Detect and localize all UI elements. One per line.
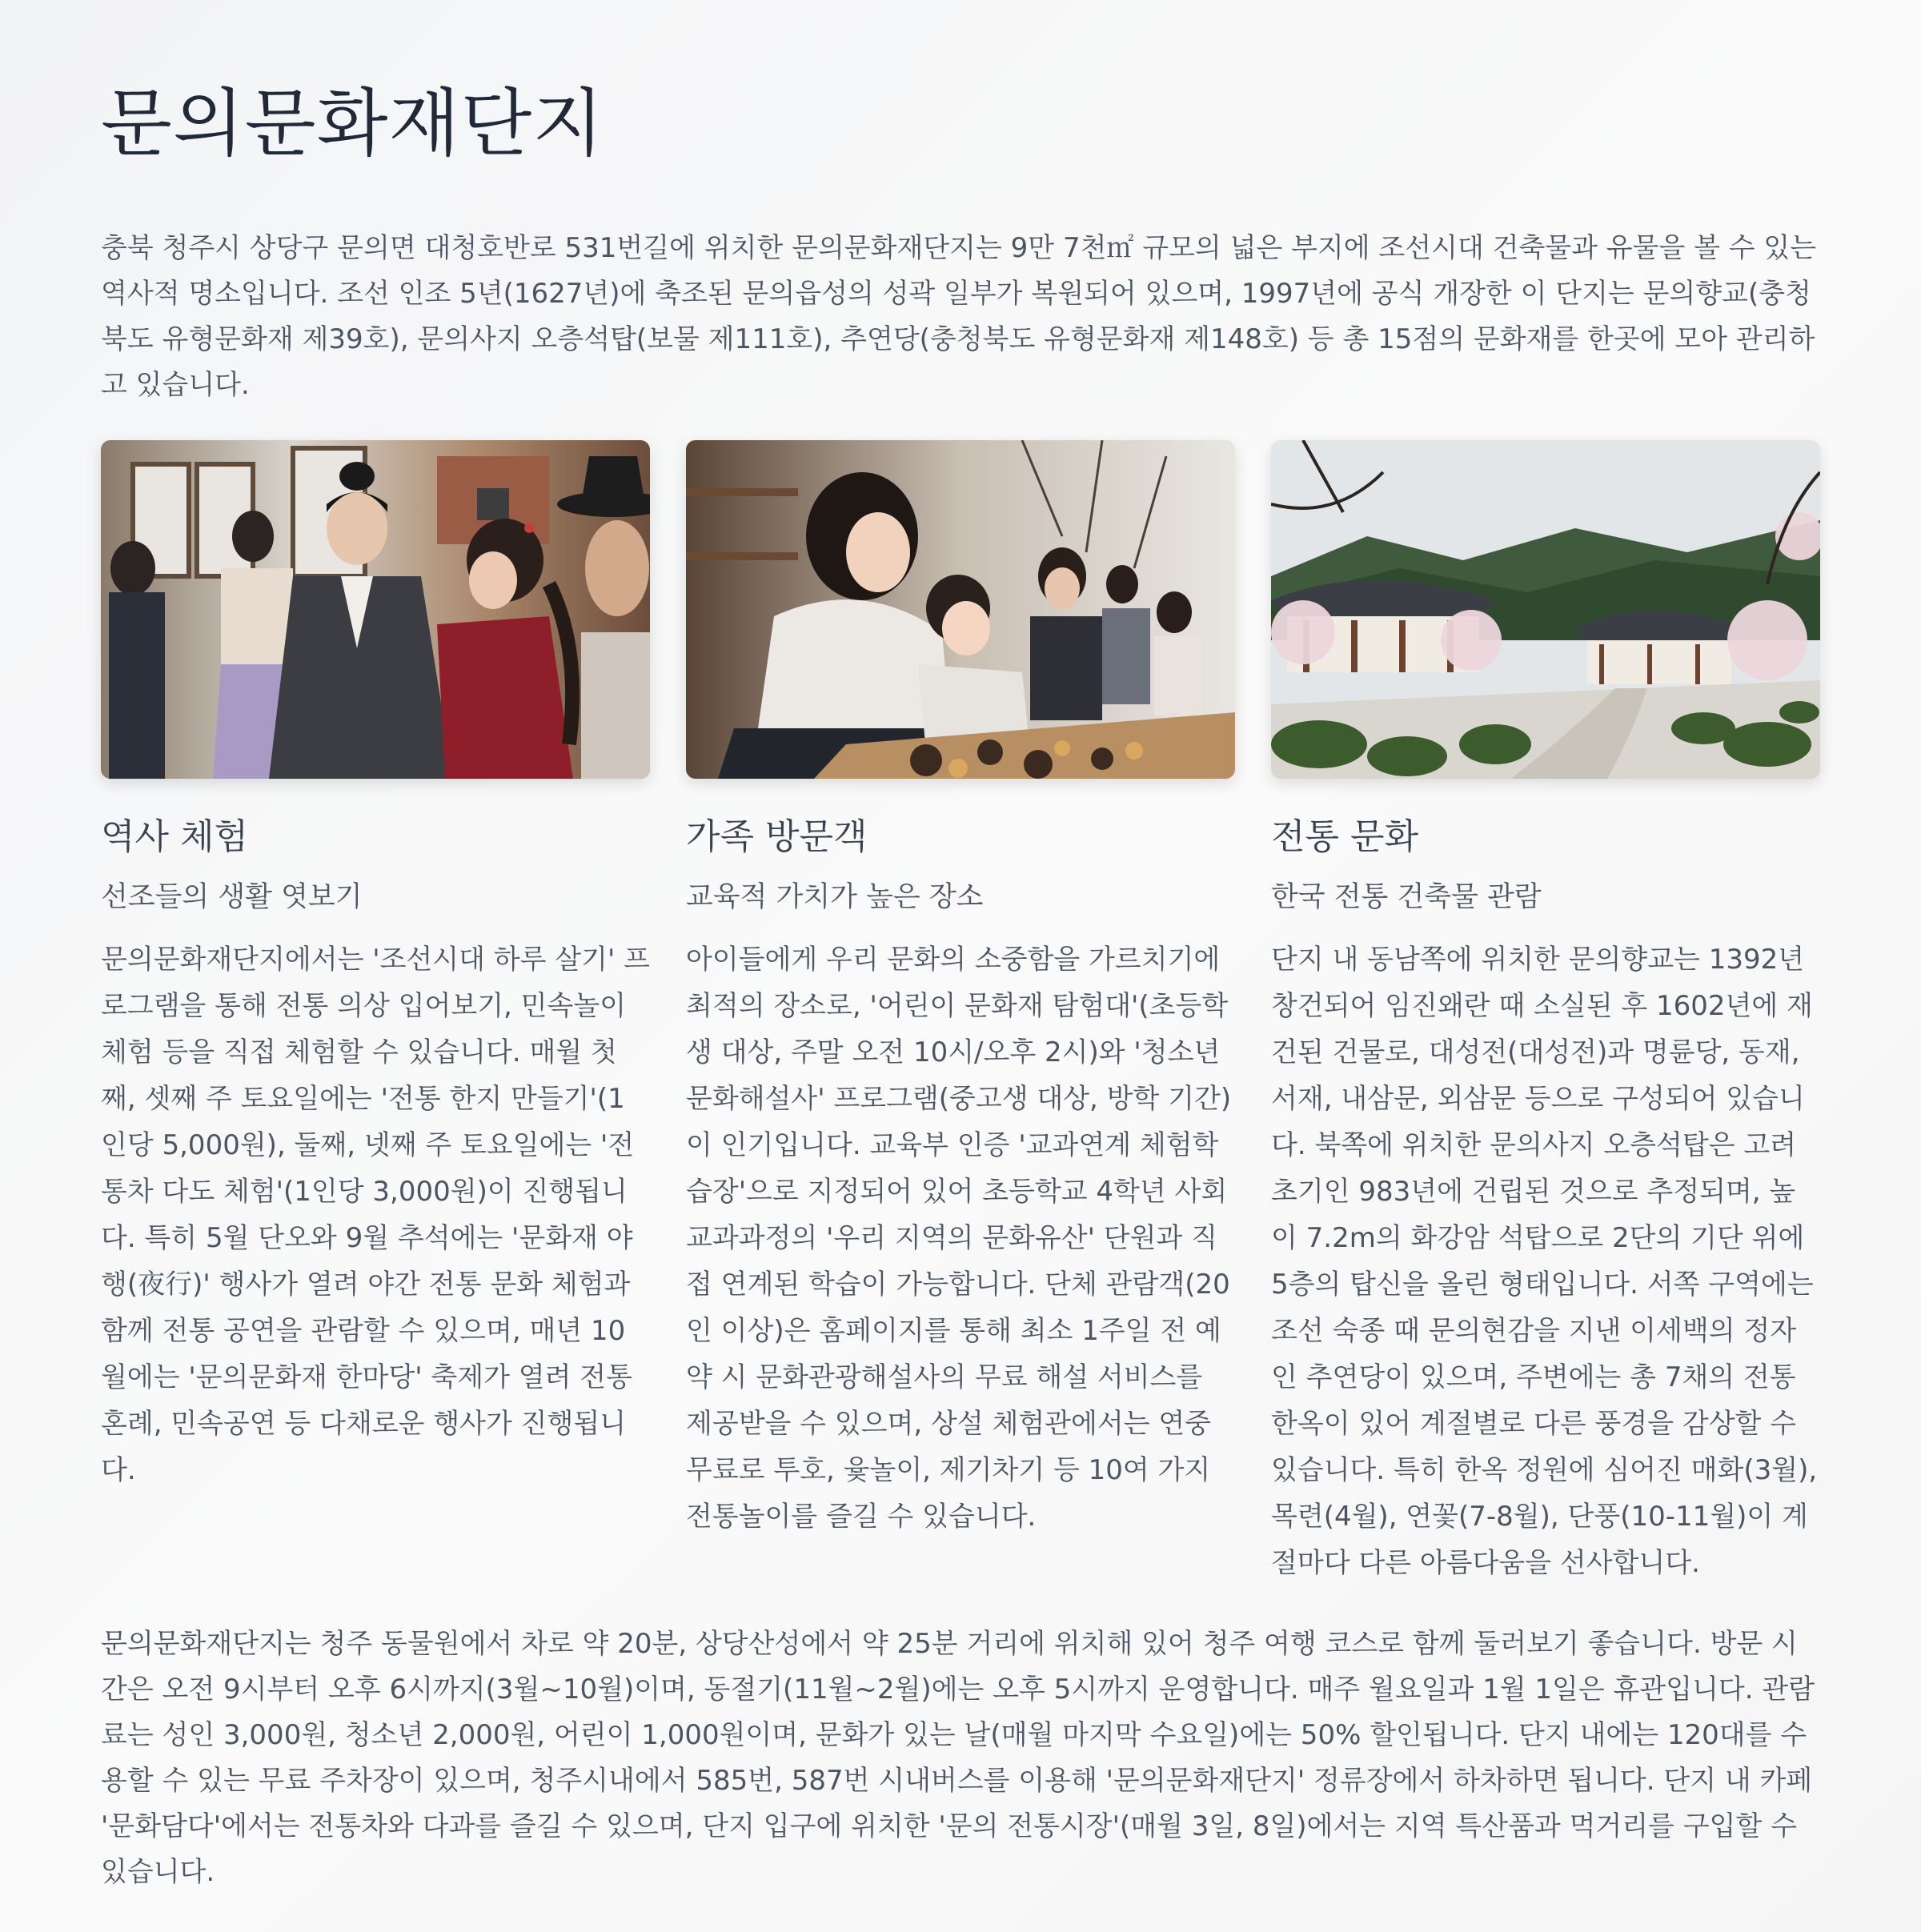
card-description: 단지 내 동남쪽에 위치한 문의향교는 1392년 창건되어 임진왜란 때 소실된 후 1602년에 재건된 건물로, 대성전(대성전)과 명륜당, 동재, 서재, 내삼문, 외삼문 등으로 구성되어 있습니다. 북쪽에 위치한 문의사지 오층석탑은 고려 초기인 983년에 건립된 것으로 추정되며, 높이 7.2m의 화강암 석탑으로 2단의 기단 위에 5층의 탑신을 올린 형태입니다. 서쪽 구역에는 조선 숙종 때 문의현감을 지낸 이세백의 정자인 추연당이 있으며, 주변에는 총 7채의 전통 한옥이 있어 계절별로 다른 풍경을 감상할 수 있습니다. 특히 한옥 정원에 심어진 매화(3월), 목련(4월), 연꽃(7-8월), 단풍(10-11월)이 계절마다 다른 아름다움을 선사합니다. [1271,943,1818,1579]
hanok-garden-illustration [1271,440,1820,779]
card-subtitle: 선조들의 생활 엿보기 [101,880,363,913]
page-title: 문의문화재단지 [101,81,605,166]
card-traditional-culture [1271,440,1820,1585]
card-history-experience [101,440,650,1585]
family-play-illustration [686,440,1235,779]
hanbok-experience-illustration [101,440,650,779]
card-description: 문의문화재단지에서는 '조선시대 하루 살기' 프로그램을 통해 전통 의상 입어보기, 민속놀이 체험 등을 직접 체험할 수 있습니다. 매월 첫째, 셋째 주 토요일에는 '전통 한지 만들기'(1인당 5,000원), 둘째, 넷째 주 토요일에는 '전통차 다도 체험'(1인당 3,000원)이 진행됩니다. 특히 5월 단오와 9월 추석에는 '문화재 야행(夜行)' 행사가 열려 야간 전통 문화 체험과 함께 전통 공연을 관람할 수 있으며, 매년 10월에는 '문의문화재 한마당' 축제가 열려 전통혼례, 민속공연 등 다채로운 행사가 진행됩니다. [101,943,650,1486]
card-title: 전통 문화 [1271,816,1419,858]
card-family-visitors [686,440,1235,1585]
feature-cards [101,440,1820,1585]
card-description: 아이들에게 우리 문화의 소중함을 가르치기에 최적의 장소로, '어린이 문화재 탐험대'(초등학생 대상, 주말 오전 10시/오후 2시)와 '청소년 문화해설사' 프로그램(중고생 대상, 방학 기간)이 인기입니다. 교육부 인증 '교과연계 체험학습장'으로 지정되어 있어 초등학교 4학년 사회 교과과정의 '우리 지역의 문화유산' 단원과 직접 연계된 학습이 가능합니다. 단체 관람객(20인 이상)은 홈페이지를 통해 최소 1주일 전 예약 시 문화관광해설사의 무료 해설 서비스를 제공받을 수 있으며, 상설 체험관에서는 연중 무료로 투호, 윷놀이, 제기차기 등 10여 가지 전통놀이를 즐길 수 있습니다. [686,943,1232,1533]
visitor-info-paragraph: 문의문화재단지는 청주 동물원에서 차로 약 20분, 상당산성에서 약 25분 거리에 위치해 있어 청주 여행 코스로 함께 둘러보기 좋습니다. 방문 시간은 오전 9시부터 오후 6시까지(3월~10월)이며, 동절기(11월~2월)에는 오후 5시까지 운영합니다. 매주 월요일과 1월 1일은 휴관입니다. 관람료는 성인 3,000원, 청소년 2,000원, 어린이 1,000원이며, 문화가 있는 날(매월 마지막 수요일)에는 50% 할인됩니다. 단지 내에는 120대를 수용할 수 있는 무료 주차장이 있으며, 청주시내에서 585번, 587번 시내버스를 이용해 '문의문화재단지' 정류장에서 하차하면 됩니다. 단지 내 카페 '문화담다'에서는 전통차와 다과를 즐길 수 있으며, 단지 입구에 위치한 '문의 전통시장'(매월 3일, 8일)에서는 지역 특산품과 먹거리를 구입할 수 있습니다. [101,1627,1815,1888]
card-subtitle: 교육적 가치가 높은 장소 [686,880,984,913]
hanbok-experience-image [101,440,650,779]
family-play-image [686,440,1235,779]
hanok-garden-image [1271,440,1820,779]
card-subtitle: 한국 전통 건축물 관람 [1271,880,1542,913]
card-title: 가족 방문객 [686,816,868,858]
intro-paragraph: 충북 청주시 상당구 문의면 대청호반로 531번길에 위치한 문의문화재단지는 9만 7천㎡ 규모의 넓은 부지에 조선시대 건축물과 유물을 볼 수 있는 역사적 명소입니다. 조선 인조 5년(1627년)에 축조된 문의읍성의 성곽 일부가 복원되어 있으며, 1997년에 공식 개장한 이 단지는 문의향교(충청북도 유형문화재 제39호), 문의사지 오층석탑(보물 제111호), 추연당(충청북도 유형문화재 제148호) 등 총 15점의 문화재를 한곳에 모아 관리하고 있습니다. [101,232,1817,402]
card-title: 역사 체험 [101,816,249,858]
